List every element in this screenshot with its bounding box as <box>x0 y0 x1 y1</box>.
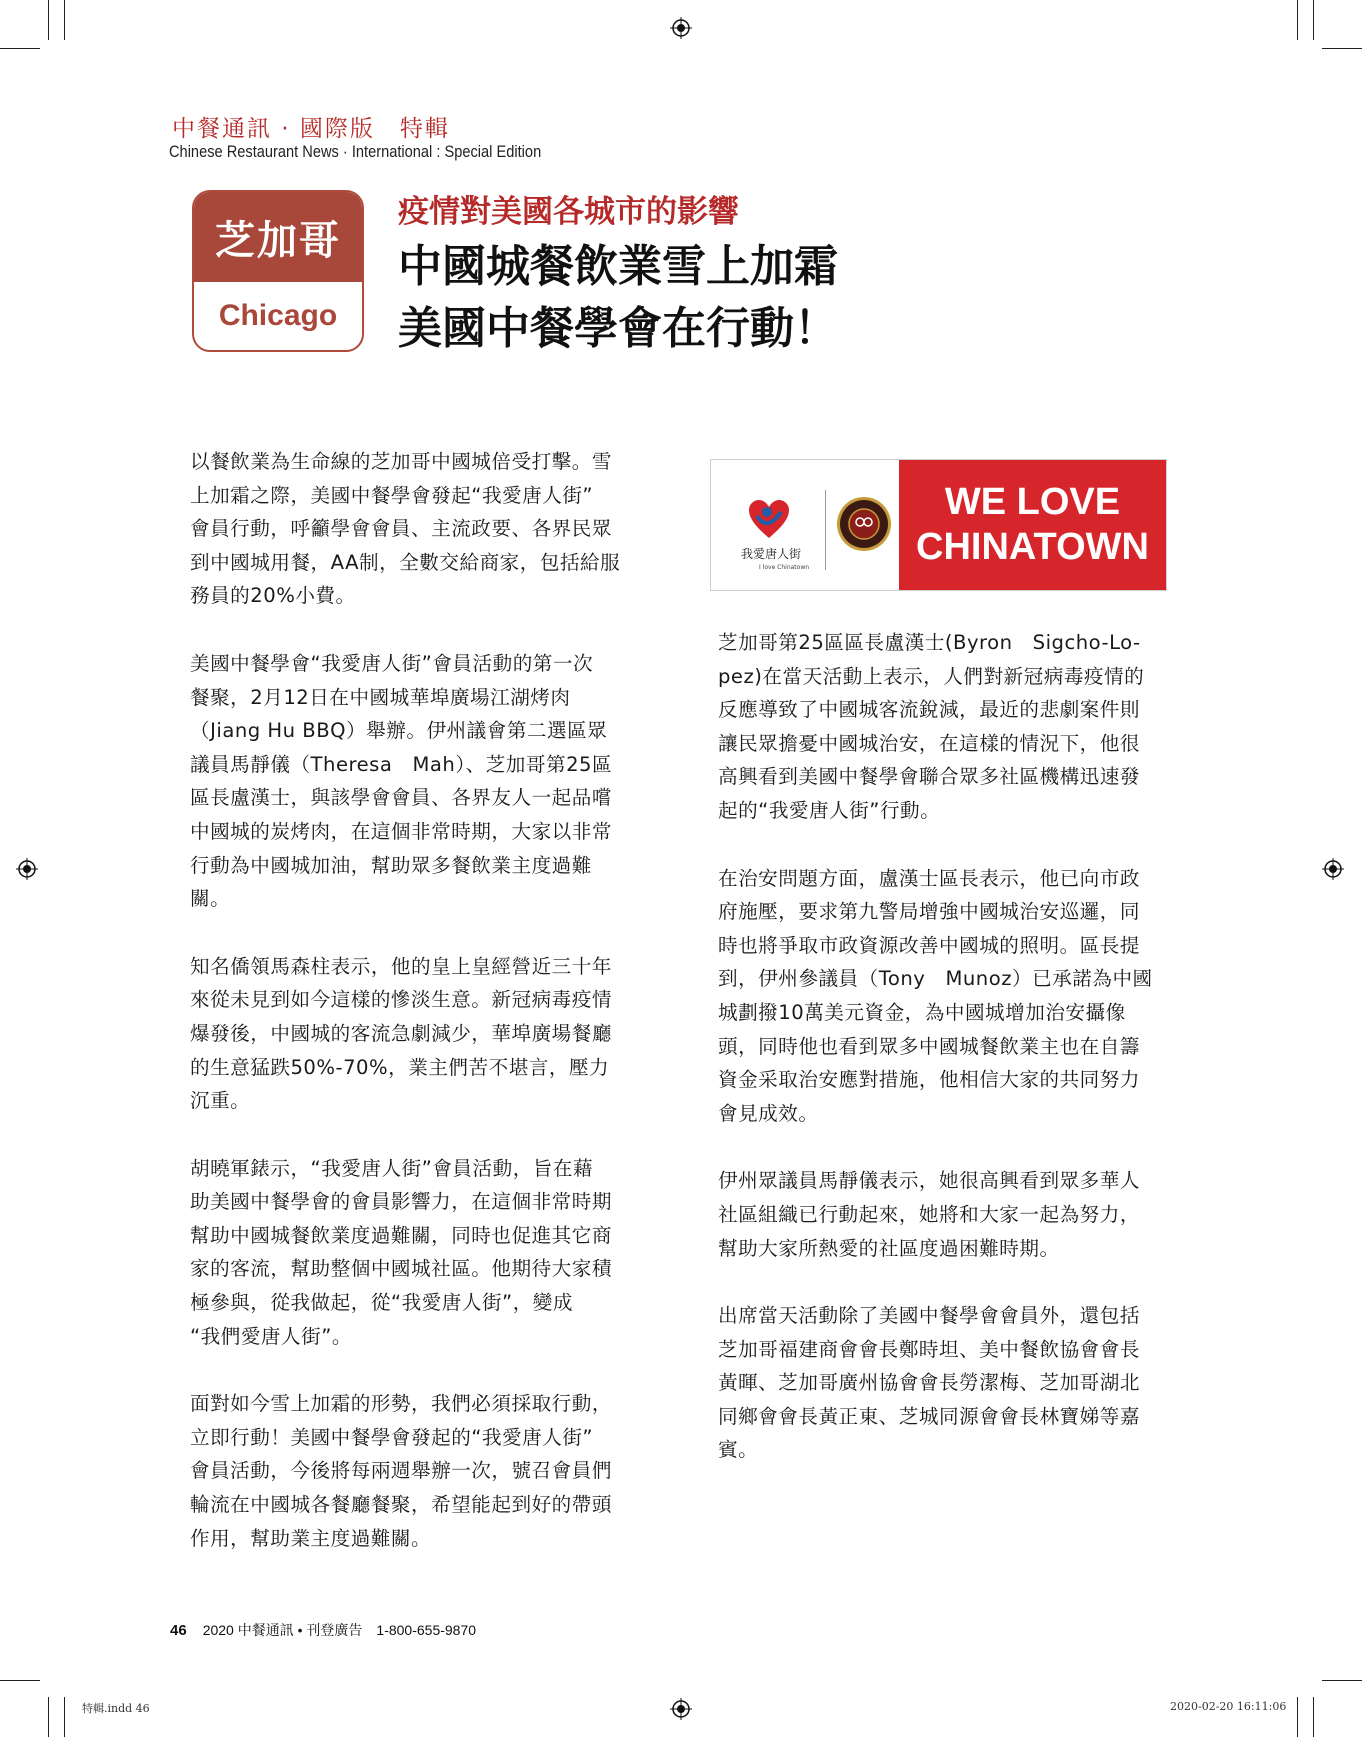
article-title <box>398 236 838 360</box>
banner-line: CHINATOWN <box>916 526 1149 568</box>
paragraph: 在治安問題方面，盧漢士區長表示，他已向市政 府施壓，要求第九警局增強中國城治安巡邏，同 時也將爭取市政資源改善中國城的照明。區長提 到，伊州參議員（Tony Munoz）已承諾為中國 城劃撥10萬美元資金，為中國城增加治安攝像 頭，同時他也看到眾多中國城餐飲業主也在自籌 資金采取治安應對措施，他相信大家的共同努力 會見成效。 <box>718 866 1153 1125</box>
paragraph: 伊州眾議員馬靜儀表示，她很高興看到眾多華人 社區組織已行動起來，她將和大家一起為努力， 幫助大家所熱愛的社區度過困難時期。 <box>718 1169 1140 1260</box>
left-column <box>190 445 650 1589</box>
crop-mark <box>1297 0 1298 40</box>
article-subtitle: 疫情對美國各城市的影響 <box>398 194 739 230</box>
registration-mark-icon <box>1322 858 1344 880</box>
slug-filename: 特輯.indd 46 <box>82 1702 150 1715</box>
crop-mark <box>1313 1697 1314 1737</box>
we-love-chinatown-banner <box>710 459 1167 591</box>
city-badge-english: Chicago <box>218 299 338 332</box>
banner-divider <box>825 490 826 570</box>
crop-mark <box>1297 1697 1298 1737</box>
slug-timestamp: 2020-02-20 16:11:06 <box>1170 1700 1287 1713</box>
article-title-line: 中國城餐飲業雪上加霜 <box>398 241 838 292</box>
crop-mark <box>1313 0 1314 40</box>
crop-mark <box>0 48 40 49</box>
city-badge <box>192 190 364 352</box>
paragraph: 以餐飲業為生命線的芝加哥中國城倍受打擊。雪 上加霜之際，美國中餐學會發起“我愛唐人街” 會員行動，呼籲學會會員、主流政要、各界民眾 到中國城用餐，AA制，全數交給商家，包括給服 務員的20%小費。 <box>190 450 621 608</box>
city-badge-chinese: 芝加哥 <box>194 192 362 282</box>
paragraph: 胡曉軍錶示，“我愛唐人街”會員活動，旨在藉 助美國中餐學會的會員影響力，在這個非常時期 幫助中國城餐飲業度過難關，同時也促進其它商 家的客流，幫助整個中國城社區。他期待大家積 極參與，從我做起，從“我愛唐人街”，變成 “我們愛唐人街”。 <box>190 1156 612 1348</box>
crop-mark <box>0 1680 40 1681</box>
registration-mark-icon <box>16 858 38 880</box>
registration-mark-icon <box>670 17 692 39</box>
heart-logo-icon <box>747 498 791 540</box>
page-number: 46 <box>170 1622 187 1639</box>
article-title-line: 美國中餐學會在行動！ <box>398 303 838 354</box>
association-seal-icon <box>836 496 892 552</box>
paragraph: 出席當天活動除了美國中餐學會會員外，還包括 芝加哥福建商會會長鄭時坦、美中餐飲協會會長 黃暉、芝加哥廣州協會會長勞潔梅、芝加哥湖北 同鄉會會長黃正東、芝城同源會會長林寶娣等嘉 賓。 <box>718 1304 1140 1462</box>
crop-mark <box>48 1697 49 1737</box>
crop-mark <box>1322 1680 1362 1681</box>
banner-logos <box>711 460 898 590</box>
crop-mark <box>48 0 49 40</box>
paragraph: 面對如今雪上加霜的形勢，我們必須採取行動， 立即行動！美國中餐學會發起的“我愛唐人街” 會員活動，今後將每兩週舉辦一次，號召會員們 輪流在中國城各餐廳餐聚，希望能起到好的帶頭 作用，幫助業主度過難關。 <box>190 1392 612 1550</box>
crop-mark <box>64 0 65 40</box>
banner-small-text: I love Chinatown <box>759 564 810 571</box>
crop-mark <box>64 1697 65 1737</box>
banner-chinese-text: 我愛唐人街 <box>741 547 802 561</box>
section-title-english: Chinese Restaurant News · International : Special Edition <box>169 142 542 161</box>
paragraph: 芝加哥第25區區長盧漢士(Byron Sigcho-Lo- pez)在當天活動上表示，人們對新冠病毒疫情的 反應導致了中國城客流銳減，最近的悲劇案件則 讓民眾擔憂中國城治安，在這樣的情況下，他很 高興看到美國中餐學會聯合眾多社區機構迅速發 起的“我愛唐人街”行動。 <box>718 631 1145 822</box>
banner-line: WE LOVE <box>944 481 1121 523</box>
paragraph: 美國中餐學會“我愛唐人街”會員活動的第一次 餐聚，2月12日在中國城華埠廣場江湖烤肉 （Jiang Hu BBQ）舉辦。伊州議會第二選區眾 議員馬靜儀（Theresa Mah）、芝加哥第25區 區長盧漢士，與該學會會員、各界友人一起品嚐 中國城的炭烤肉，在這個非常時期，大家以非常 行動為中國城加油，幫助眾多餐飲業主度過難 關。 <box>190 651 613 911</box>
right-column <box>718 626 1180 1501</box>
footer-text: 2020 中餐通訊 • 刊登廣告 1-800-655-9870 <box>202 1622 477 1638</box>
page-footer <box>170 1620 476 1640</box>
section-title: 中餐通訊 · 國際版 特輯 <box>172 116 450 142</box>
crop-mark <box>1322 48 1362 49</box>
banner-red-panel <box>899 460 1166 590</box>
registration-mark-icon <box>670 1698 692 1720</box>
paragraph: 知名僑領馬森柱表示，他的皇上皇經營近三十年 來從未見到如今這樣的慘淡生意。新冠病毒疫情 爆發後，中國城的客流急劇減少，華埠廣場餐廳 的生意猛跌50%-70%，業主們苦不堪言，壓力 沉重。 <box>190 954 612 1113</box>
